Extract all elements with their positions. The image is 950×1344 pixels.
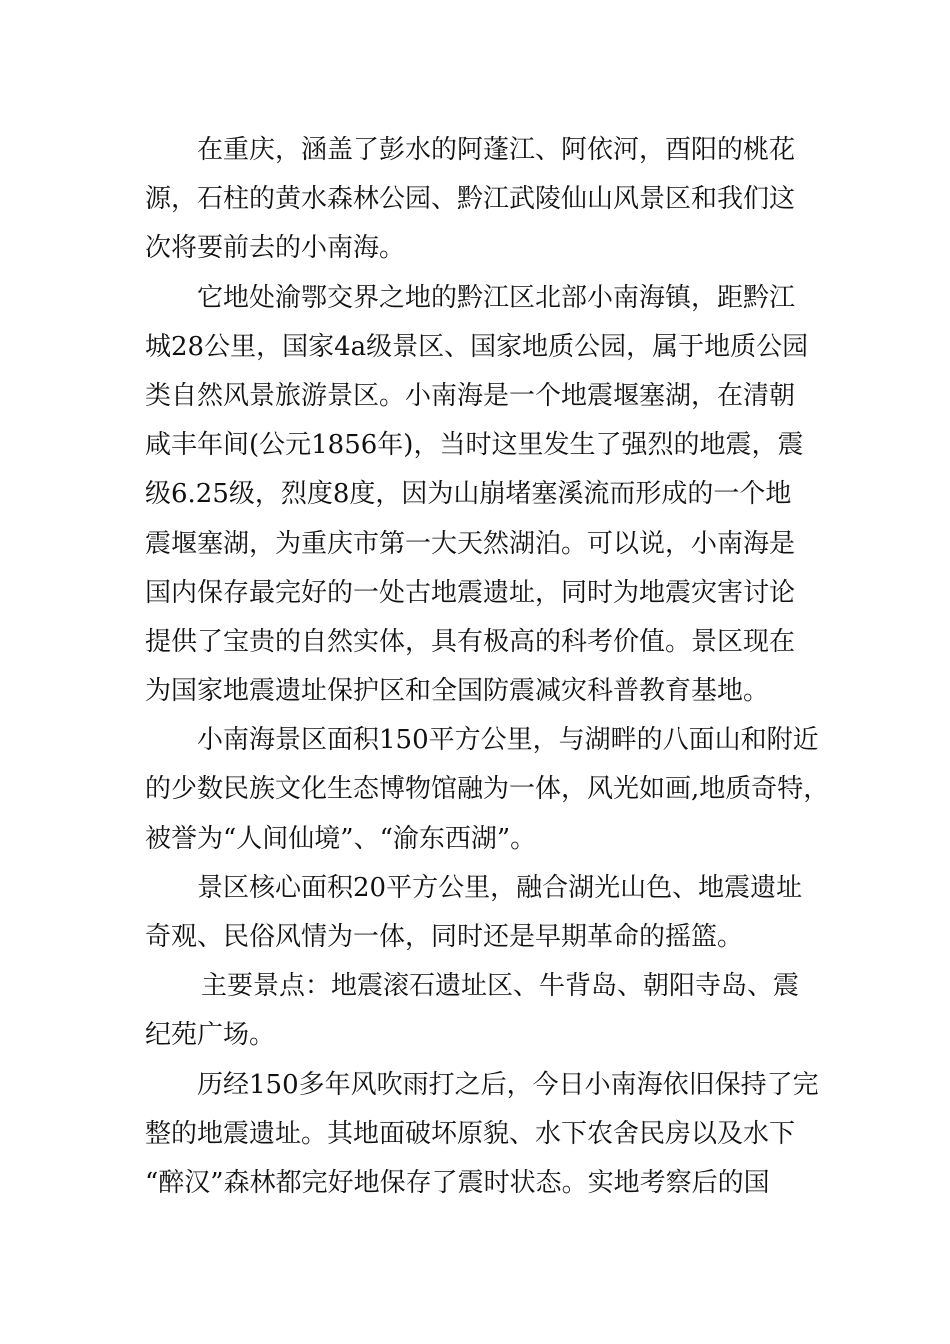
- text-line: 提供了宝贵的自然实体，具有极高的科考价值。景区现在: [145, 626, 796, 657]
- document-body: [145, 126, 830, 1208]
- text-line: 主要景点：地震滚石遗址区、牛背岛、朝阳寺岛、震: [201, 971, 800, 1002]
- paragraph-4: [145, 864, 813, 962]
- text-line: 次将要前去的小南海。: [145, 233, 406, 264]
- text-line: 历经150多年风吹雨打之后，今日小南海依旧保持了完: [197, 1069, 819, 1100]
- text-line: 它地处渝鄂交界之地的黔江区北部小南海镇，距黔江: [197, 282, 796, 313]
- text-line: 景区核心面积20平方公里，融合湖光山色、地震遗址: [197, 872, 803, 903]
- text-line: 整的地震遗址。其地面破坏原貌、水下农舍民房以及水下: [145, 1118, 796, 1149]
- text-line: 小南海景区面积150平方公里，与湖畔的八面山和附近: [197, 725, 819, 756]
- text-line: 城28公里，国家4a级景区、国家地质公园，属于地质公园: [145, 331, 809, 362]
- text-line: 纪苑广场。: [145, 1020, 276, 1051]
- text-line: 源，石柱的黄水森林公园、黔江武陵仙山风景区和我们这: [145, 184, 796, 215]
- text-line: 国内保存最完好的一处古地震遗址，同时为地震灾害讨论: [145, 577, 796, 608]
- text-line: 类自然风景旅游景区。小南海是一个地震堰塞湖，在清朝: [145, 380, 796, 411]
- paragraph-5: [145, 962, 813, 1060]
- text-line: 咸丰年间(公元1856年)，当时这里发生了强烈的地震，震: [145, 430, 804, 461]
- text-line: 震堰塞湖，为重庆市第一大天然湖泊。可以说，小南海是: [145, 528, 796, 559]
- text-line: 奇观、民俗风情为一体，同时还是早期革命的摇篮。: [145, 922, 744, 952]
- text-line: 在重庆，涵盖了彭水的阿蓬江、阿依河，酉阳的桃花: [197, 135, 796, 165]
- text-line: 为国家地震遗址保护区和全国防震减灾科普教育基地。: [145, 676, 770, 707]
- text-line: 级6.25级，烈度8度，因为山崩堵塞溪流而形成的一个地: [145, 479, 792, 510]
- text-line: 被誉为“人间仙境”、“渝东西湖”。: [145, 823, 537, 854]
- text-line: 的少数民族文化生态博物馆融为一体，风光如画,地质奇特，: [145, 774, 830, 805]
- paragraph-6: [145, 1061, 819, 1209]
- paragraph-1: [145, 126, 813, 274]
- paragraph-3: [145, 716, 830, 864]
- text-line: “醉汉”森林都完好地保存了震时状态。实地考察后的国: [145, 1167, 770, 1198]
- paragraph-2: [145, 274, 813, 717]
